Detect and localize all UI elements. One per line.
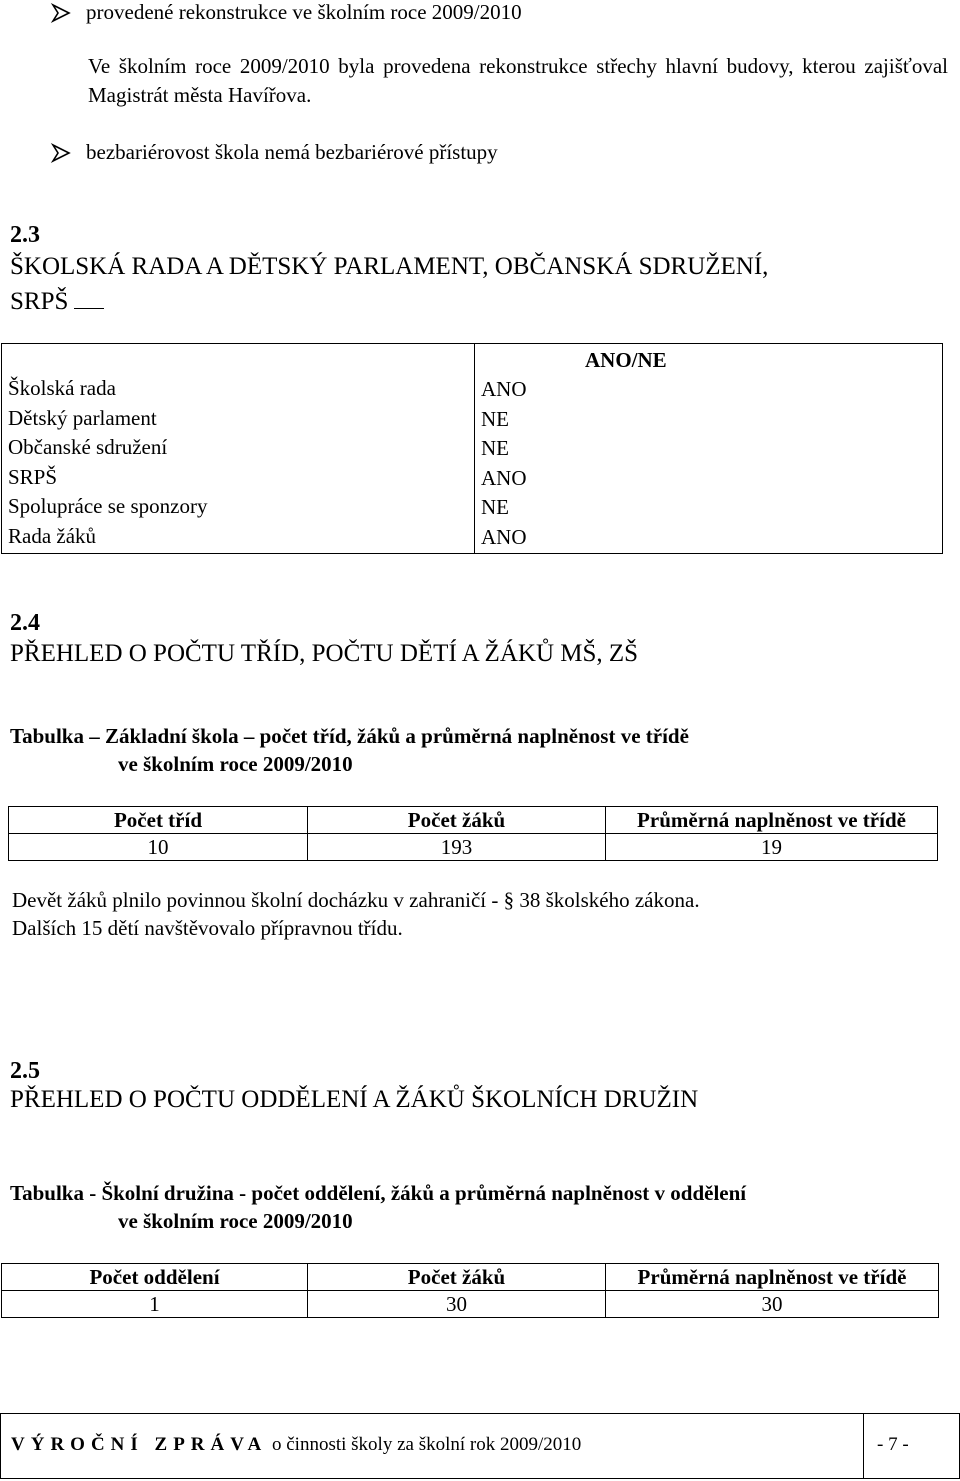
table-header: ANO/NE [585,348,667,372]
table-caption: Tabulka - Školní družina - počet oddělení, žáků a průměrná naplněnost v oddělení [10,1181,747,1205]
bullet-item-barrier-free [50,140,498,165]
school-council-table [1,343,943,554]
section-title: ŠKOLSKÁ RADA A DĚTSKÝ PARLAMENT, OBČANSKÁ SDRUŽENÍ, [10,253,769,280]
table-row-label: Občanské sdružení [8,435,168,460]
arrow-bullet-icon [50,142,72,164]
labels-cell [2,344,475,554]
bullet-text: bezbariérovost škola nemá bezbariérové přístupy [86,140,498,164]
table-cell: 1 [2,1291,308,1318]
column-header: Počet tříd [9,807,308,834]
note-preparatory: Dalších 15 dětí navštěvovalo přípravnou třídu. [12,916,403,940]
table-row-value: NE [481,436,509,461]
column-header: Počet oddělení [2,1264,308,1291]
bullet-text: provedené rekonstrukce ve školním roce 2009/2010 [86,0,522,24]
section-number: 2.5 [10,1058,40,1084]
section-number: 2.4 [10,610,40,636]
page-number: - 7 - [877,1434,909,1455]
table-cell: 30 [606,1291,939,1318]
bullet-item-reconstruction [50,0,522,25]
table-cell: 193 [308,834,606,861]
note-abroad: Devět žáků plnilo povinnou školní docházku v zahraničí - § 38 školského zákona. [12,888,700,912]
table-row-label: Školská rada [8,376,116,400]
table-row-label: Spolupráce se sponzory [8,494,208,519]
classes-table [8,806,938,861]
table-row-value: ANO [481,465,527,490]
table-row-value: NE [481,406,509,431]
table-caption-continued: ve školním roce 2009/2010 [118,1209,353,1233]
column-header: Průměrná naplněnost ve třídě [606,1264,939,1291]
column-header: Průměrná naplněnost ve třídě [606,807,938,834]
footer-report-name: VÝROČNÍ ZPRÁVA [11,1434,268,1455]
reconstruction-paragraph: Ve školním roce 2009/2010 byla provedena rekonstrukce střechy hlavní budovy, kterou zajišťoval Magistrát města Havířova. [88,54,948,107]
column-header: Počet žáků [308,1264,606,1291]
footer-divider [863,1414,864,1478]
values-cell [475,344,943,554]
footer-title [11,1434,581,1456]
after-school-club-table [1,1263,939,1318]
table-row-value: NE [481,495,509,520]
arrow-bullet-icon [50,2,72,24]
table-caption: Tabulka – Základní škola – počet tříd, žáků a průměrná naplněnost ve třídě [10,724,689,748]
table-cell: 10 [9,834,308,861]
section-number: 2.3 [10,222,40,248]
page-footer [0,1413,960,1479]
table-row-label: Rada žáků [8,523,97,548]
table-cell: 19 [606,834,938,861]
section-title: PŘEHLED O POČTU ODDĚLENÍ A ŽÁKŮ ŠKOLNÍCH DRUŽIN [10,1086,699,1113]
section-title: PŘEHLED O POČTU TŘÍD, POČTU DĚTÍ A ŽÁKŮ MŠ, ZŠ [10,640,639,667]
footer-subtitle: o činnosti školy za školní rok 2009/2010 [272,1434,582,1455]
table-caption-continued: ve školním roce 2009/2010 [118,752,353,776]
table-row-label: Dětský parlament [8,405,157,430]
table-cell: 30 [308,1291,606,1318]
table-row-value: ANO [481,524,527,549]
table-row-label: SRPŠ [8,464,58,489]
column-header: Počet žáků [308,807,606,834]
section-title-continued: SRPŠ [10,288,104,316]
table-row-value: ANO [481,377,527,401]
